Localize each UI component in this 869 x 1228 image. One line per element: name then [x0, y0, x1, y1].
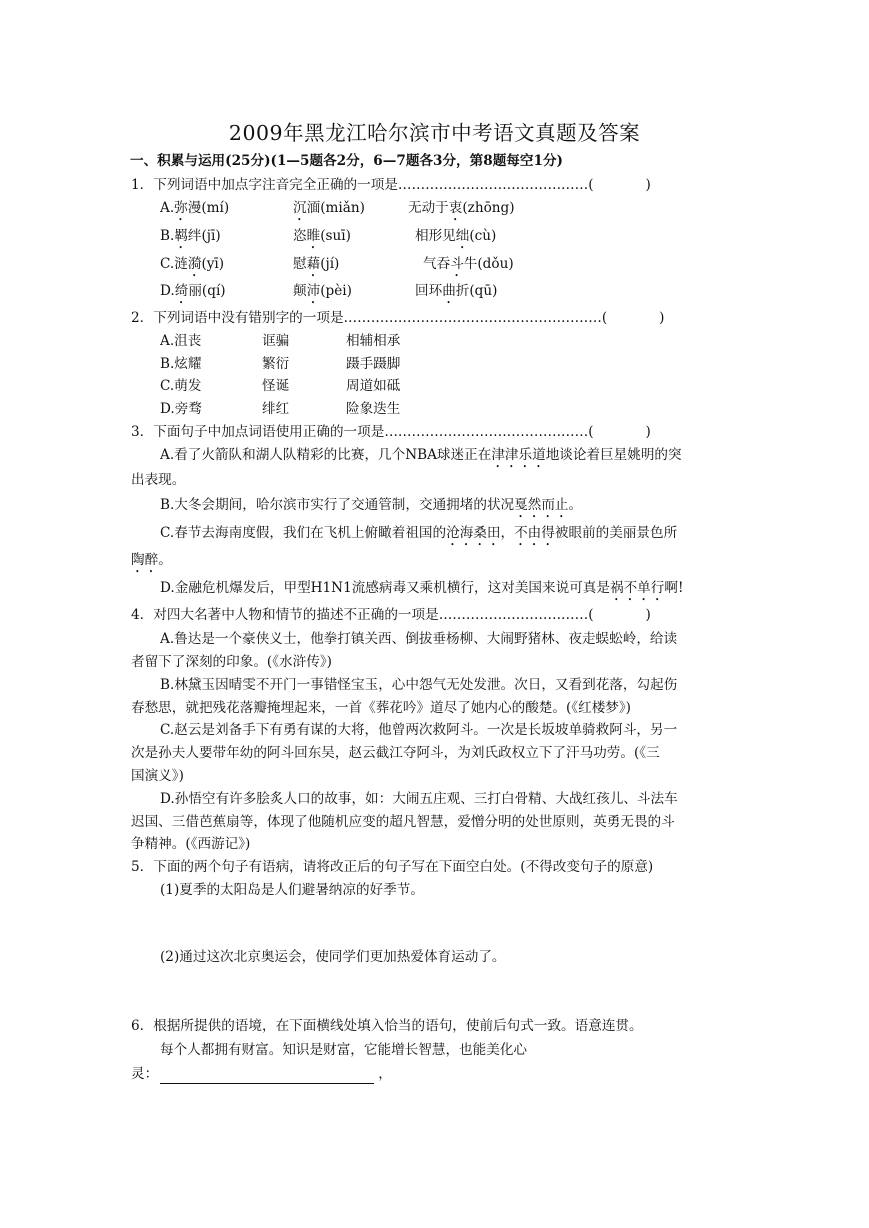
question-1-option-d: D.绮丽(qí) — [160, 283, 226, 299]
question-4-option-d-cont2: 争精神。(《西游记》) — [131, 836, 251, 852]
answer-paren: ) — [659, 310, 665, 326]
question-2-option-d: D.旁骛 — [160, 401, 202, 417]
question-4-option-b-cont: 春愁思，就把残花落瓣掩埋起来，一首《葬花吟》道尽了她内心的酸楚。(《红楼梦》) — [131, 700, 631, 716]
question-6-stem: 6．根据所提供的语境，在下面横线处填入恰当的语句，使前后句式一致。语意连贯。 — [131, 1018, 643, 1034]
question-4-option-d: D.孙悟空有许多脍炙人口的故事，如：大闹五庄观、三打白骨精、大战红孩儿、斗法车 — [160, 791, 678, 807]
question-2-option-c: C.萌发 — [160, 378, 202, 394]
question-3-option-a: A.看了火箭队和湖人队精彩的比赛，几个NBA球迷正在津津乐道地谈论着巨星姚明的突 — [160, 447, 682, 463]
question-4-option-b: B.林黛玉因晴雯不开门一事错怪宝玉，心中怨气无处发泄。次日，又看到花落，勾起伤 — [160, 677, 678, 693]
question-5-sentence-1: (1)夏季的太阳岛是人们避暑纳凉的好季节。 — [160, 882, 424, 898]
question-2-text: 2．下列词语中没有错别字的一项是…………………………………………………( — [131, 310, 608, 326]
question-3-option-b: B.大冬会期间，哈尔滨市实行了交通管制，交通拥堵的状况戛然而止。 — [160, 497, 583, 513]
question-2-stem — [131, 308, 664, 328]
question-4-option-a-cont: 者留下了深刻的印象。(《水浒传》) — [131, 654, 332, 670]
question-4-option-d-cont: 迟国、三借芭蕉扇等，体现了他随机应变的超凡智慧，爱憎分明的处世原则，英勇无畏的斗 — [131, 814, 675, 830]
question-2-option-b-word2: 繁衍 — [262, 356, 290, 372]
question-1-stem — [131, 175, 651, 195]
question-1-option-c-word2: 慰藉(jí) — [293, 256, 340, 272]
question-4-text: 4．对四大名著中人物和情节的描述不正确的一项是……………………………( — [131, 607, 594, 623]
question-3-text: 3．下面句子中加点词语使用正确的一项是………………………………………( — [131, 424, 594, 440]
question-1-option-c-word3: 气吞斗牛(dǒu) — [423, 256, 514, 272]
question-1-option-d-word3: 回环曲折(qū) — [415, 283, 498, 299]
question-2-option-a-word2: 诓骗 — [262, 333, 290, 349]
question-4-option-c: C.赵云是刘备手下有勇有谋的大将，他曾两次救阿斗。一次是长坂坡单骑救阿斗，另一 — [160, 722, 678, 738]
page-title: 2009年黑龙江哈尔滨市中考语文真题及答案 — [228, 121, 641, 145]
question-2-option-b-word3: 蹑手蹑脚 — [346, 356, 401, 372]
question-3-option-a-cont: 出表现。 — [131, 472, 186, 488]
question-3-option-c: C.春节去海南度假，我们在飞机上俯瞰着祖国的沧海桑田，不由得被眼前的美丽景色所 — [160, 525, 678, 541]
question-1-option-a-word2: 沉湎(miǎn) — [293, 200, 365, 216]
question-3-option-d: D.金融危机爆发后，甲型H1N1流感病毒又乘机横行，这对美国来说可真是祸不单行啊! — [160, 580, 684, 596]
question-1-text: 1．下列词语中加点字注音完全正确的一项是……………………………………( — [131, 177, 594, 193]
question-2-option-d-word3: 险象迭生 — [346, 401, 401, 417]
question-1-option-d-word2: 颠沛(pèi) — [293, 283, 352, 299]
question-2-option-a: A.沮丧 — [160, 333, 202, 349]
question-4-option-a: A.鲁达是一个豪侠义士，他拳打镇关西、倒拔垂杨柳、大闹野猪林、夜走蜈蚣岭，给读 — [160, 631, 678, 647]
question-1-option-a-word3: 无动于衷(zhōng) — [408, 200, 515, 216]
answer-paren: ) — [645, 177, 651, 193]
question-6-context: 每个人都拥有财富。知识是财富，它能增长智慧，也能美化心 — [160, 1042, 528, 1058]
question-1-option-c: C.涟漪(yī) — [160, 256, 225, 272]
question-1-option-a: A.弥漫(mí) — [160, 200, 230, 216]
question-3-option-c-cont: 陶醉。 — [131, 552, 172, 568]
question-4-stem — [131, 605, 651, 625]
question-3-stem — [131, 422, 651, 442]
question-2-option-a-word3: 相辅相承 — [346, 333, 401, 349]
answer-paren: ) — [645, 607, 651, 623]
question-1-option-b-word2: 恣睢(suī) — [293, 228, 351, 244]
question-6-answer-line: 灵： ， — [131, 1066, 392, 1082]
answer-blank[interactable] — [160, 1068, 374, 1084]
section-heading: 一、积累与运用(25分)(1—5题各2分，6—7题各3分，第8题每空1分) — [130, 153, 563, 169]
question-4-option-c-cont: 次是孙夫人要带年幼的阿斗回东吴，赵云截江夺阿斗，为刘氏政权立下了汗马功劳。(《三 — [131, 745, 660, 761]
question-2-option-b: B.炫耀 — [160, 356, 202, 372]
question-5-stem: 5．下面的两个句子有语病，请将改正后的句子写在下面空白处。(不得改变句子的原意) — [131, 859, 654, 875]
question-1-option-b: B.羁绊(jī) — [160, 228, 221, 244]
question-1-option-b-word3: 相形见绌(cù) — [415, 228, 497, 244]
answer-paren: ) — [645, 424, 651, 440]
question-2-option-c-word2: 怪诞 — [262, 378, 290, 394]
question-2-option-d-word2: 绯红 — [262, 401, 290, 417]
question-2-option-c-word3: 周道如砥 — [346, 378, 401, 394]
question-5-sentence-2: (2)通过这次北京奥运会，使同学们更加热爱体育运动了。 — [160, 949, 506, 965]
question-4-option-c-cont2: 国演义》) — [131, 768, 184, 784]
